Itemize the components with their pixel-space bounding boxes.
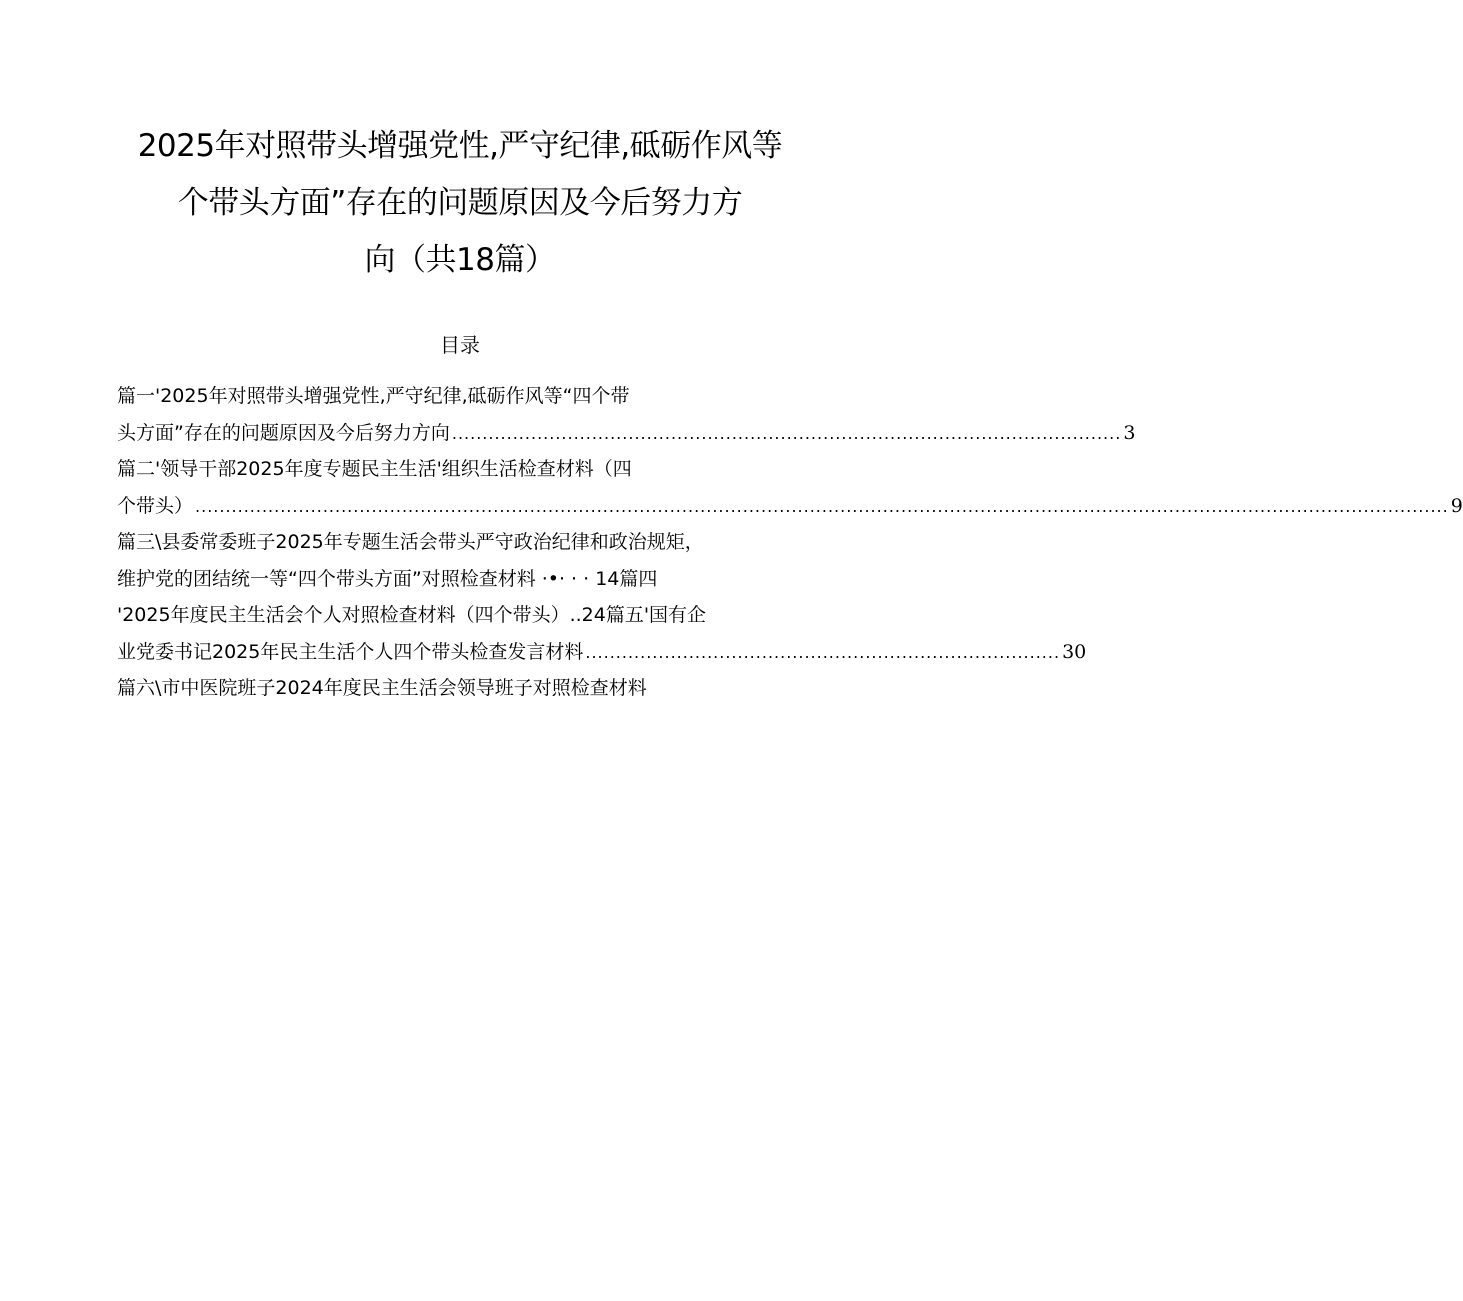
toc-page-number: 30 xyxy=(1062,640,1087,663)
document-title xyxy=(100,118,820,289)
toc-line-text: 维护党的团结统一等“四个带头方面”对照检查材料 ·•· · · 14篇四 xyxy=(117,567,658,590)
toc-line-text: '2025年度民主生活会个人对照检查材料（四个带头）..24篇五'国有企 xyxy=(117,604,707,626)
title-line: 2025年对照带头增强党性,严守纪律,砥砺作风等 xyxy=(137,128,783,164)
toc-line[interactable] xyxy=(117,488,1463,525)
toc-page-number: 9 xyxy=(1450,494,1463,517)
toc-line[interactable] xyxy=(117,524,823,561)
toc-line-text: 篇三\县委常委班子2025年专题生活会带头严守政治纪律和政治规矩， xyxy=(117,531,704,553)
toc-line-text: 篇二'领导干部2025年度专题民主生活'组织生活检查材料（四 xyxy=(117,458,632,480)
title-line: 个带头方面”存在的问题原因及今后努力方 xyxy=(177,185,743,221)
toc-line-text: 篇一'2025年对照带头增强党性,严守纪律,砥砺作风等“四个带 xyxy=(117,385,630,407)
toc-line-text: 篇六\市中医院班子2024年度民主生活会领导班子对照检查材料 xyxy=(117,677,647,699)
toc-line-text: 业党委书记2025年民主生活个人四个带头检查发言材料 xyxy=(117,640,584,663)
toc-line[interactable] xyxy=(117,451,823,488)
toc-line[interactable] xyxy=(117,597,823,634)
toc-line[interactable] xyxy=(117,634,1087,671)
dot-leader: .............................................................................. xyxy=(585,642,1061,662)
dot-leader: .............................................................................................................. xyxy=(451,423,1122,443)
toc-heading: 目录 xyxy=(440,333,480,357)
toc-line-text: 个带头） xyxy=(117,494,194,517)
dot-leader: .............................................................................................................................................................................................................. xyxy=(195,496,1449,516)
toc-page-number: 3 xyxy=(1123,421,1136,444)
table-of-contents xyxy=(117,378,1463,707)
toc-line-text: 头方面”存在的问题原因及今后努力方向 xyxy=(117,421,450,444)
title-line: 向（共18篇） xyxy=(364,242,556,278)
toc-line[interactable] xyxy=(117,670,823,707)
toc-line[interactable] xyxy=(117,378,823,415)
toc-line[interactable] xyxy=(117,415,1136,452)
toc-line[interactable] xyxy=(117,561,823,598)
